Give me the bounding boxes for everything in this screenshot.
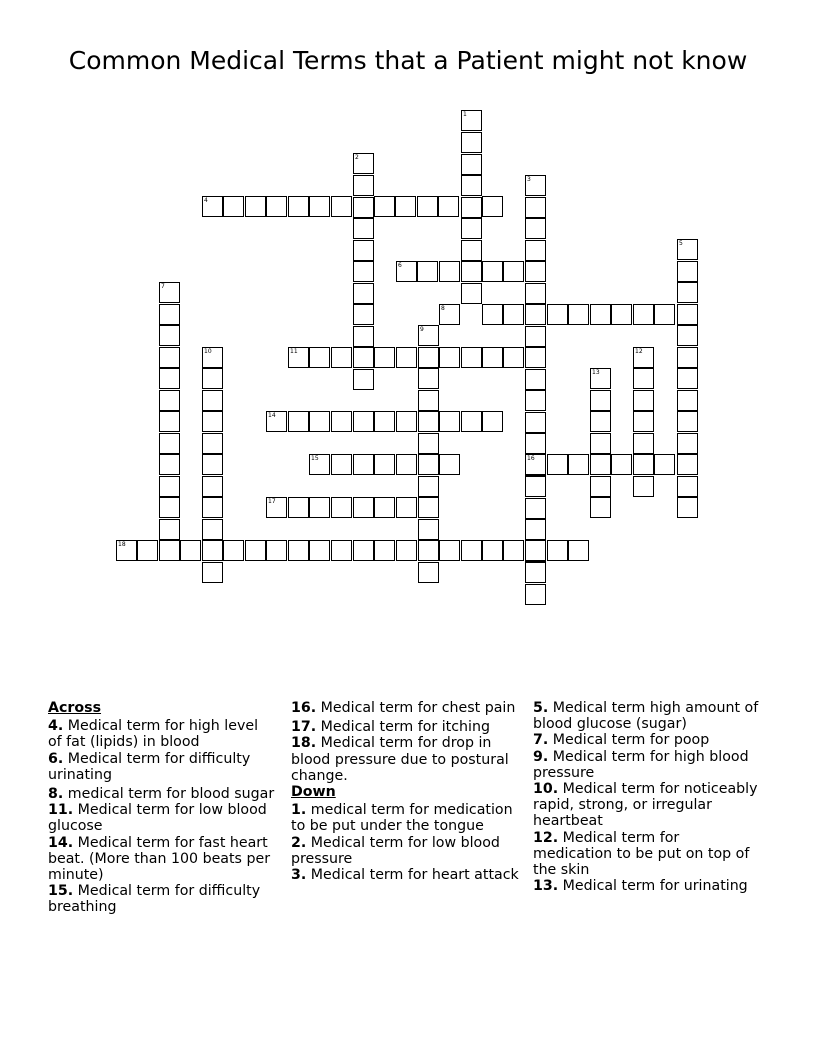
grid-cell[interactable]: [633, 476, 654, 497]
clue-item: [533, 700, 761, 732]
clue-item: [291, 735, 523, 784]
grid-cell[interactable]: [525, 433, 546, 454]
grid-cell[interactable]: [461, 132, 482, 153]
grid-cell[interactable]: [417, 196, 438, 217]
grid-cell[interactable]: [353, 454, 374, 475]
grid-cell[interactable]: [353, 540, 374, 561]
grid-cell[interactable]: [525, 197, 546, 218]
grid-cell[interactable]: [590, 476, 611, 497]
grid-cell[interactable]: [266, 196, 287, 217]
grid-cell[interactable]: [677, 454, 698, 475]
clue-text: Medical term for urinating: [558, 878, 748, 895]
grid-cell[interactable]: [202, 368, 223, 389]
grid-cell[interactable]: [525, 326, 546, 347]
clue-item: [48, 883, 276, 915]
grid-cell[interactable]: [633, 433, 654, 454]
grid-cell[interactable]: [525, 562, 546, 583]
grid-cell[interactable]: [202, 454, 223, 475]
grid-cell[interactable]: [266, 540, 287, 561]
grid-cell[interactable]: [396, 411, 417, 432]
grid-cell[interactable]: [353, 347, 374, 368]
grid-cell[interactable]: [525, 540, 546, 561]
clue-column-2: [291, 700, 523, 883]
grid-cell[interactable]: [568, 540, 589, 561]
grid-cell-12[interactable]: [633, 347, 654, 368]
grid-cell[interactable]: [525, 218, 546, 239]
grid-cell[interactable]: [590, 454, 611, 475]
grid-cell[interactable]: [461, 175, 482, 196]
grid-cell-3[interactable]: [525, 175, 546, 196]
grid-cell[interactable]: [353, 369, 374, 390]
page-title: Common Medical Terms that a Patient might not know: [68, 46, 748, 75]
grid-cell[interactable]: [590, 411, 611, 432]
clue-number-label: 8: [441, 305, 445, 312]
clue-number-label: 13: [592, 369, 600, 376]
grid-cell-8[interactable]: [439, 304, 460, 325]
grid-cell[interactable]: [159, 433, 180, 454]
grid-cell[interactable]: [353, 411, 374, 432]
grid-cell[interactable]: [309, 540, 330, 561]
grid-cell[interactable]: [223, 196, 244, 217]
clue-text: Medical term high amount of blood glucose (sugar): [533, 700, 759, 733]
clue-item: [48, 835, 276, 884]
clue-number: 12.: [533, 829, 559, 846]
grid-cell[interactable]: [374, 454, 395, 475]
grid-cell[interactable]: [482, 347, 503, 368]
clue-text: Medical term for noticeably rapid, strong, or irregular heartbeat: [533, 781, 758, 830]
clue-text: Medical term for low blood glucose: [48, 802, 267, 835]
grid-cell[interactable]: [633, 411, 654, 432]
clue-item: [291, 802, 523, 834]
grid-cell[interactable]: [396, 497, 417, 518]
grid-cell[interactable]: [374, 347, 395, 368]
grid-cell-17[interactable]: [266, 497, 287, 518]
clue-number-label: 15: [311, 455, 319, 462]
clue-number: 7.: [533, 732, 549, 749]
grid-cell[interactable]: [525, 519, 546, 540]
grid-cell[interactable]: [439, 454, 460, 475]
grid-cell[interactable]: [202, 390, 223, 411]
grid-cell[interactable]: [309, 196, 330, 217]
grid-cell[interactable]: [418, 540, 439, 561]
grid-cell[interactable]: [611, 454, 632, 475]
grid-cell[interactable]: [438, 196, 459, 217]
grid-cell-9[interactable]: [418, 325, 439, 346]
clue-text: Medical term for poop: [548, 732, 710, 749]
clue-text: Medical term for medication to be put on top of the skin: [533, 829, 750, 879]
grid-cell[interactable]: [396, 347, 417, 368]
grid-cell[interactable]: [374, 411, 395, 432]
clue-number: 10.: [533, 781, 559, 798]
grid-cell[interactable]: [525, 261, 546, 282]
grid-cell[interactable]: [374, 196, 395, 217]
grid-cell[interactable]: [418, 390, 439, 411]
grid-cell[interactable]: [590, 304, 611, 325]
grid-cell[interactable]: [461, 218, 482, 239]
grid-cell[interactable]: [525, 390, 546, 411]
grid-cell[interactable]: [568, 454, 589, 475]
grid-cell[interactable]: [288, 411, 309, 432]
grid-cell[interactable]: [418, 411, 439, 432]
clue-text: Medical term for high blood pressure: [533, 748, 749, 781]
clue-item: [291, 700, 523, 716]
grid-cell[interactable]: [590, 390, 611, 411]
clue-number: 2.: [291, 834, 307, 851]
grid-cell[interactable]: [159, 368, 180, 389]
grid-cell[interactable]: [374, 540, 395, 561]
grid-cell[interactable]: [331, 196, 352, 217]
grid-cell[interactable]: [159, 325, 180, 346]
grid-cell[interactable]: [159, 411, 180, 432]
grid-cell[interactable]: [525, 347, 546, 368]
grid-cell[interactable]: [677, 261, 698, 282]
grid-cell[interactable]: [159, 540, 180, 561]
grid-cell[interactable]: [461, 154, 482, 175]
grid-cell[interactable]: [439, 411, 460, 432]
clue-text: medical term for blood sugar: [63, 786, 275, 803]
clue-number-label: 10: [204, 348, 212, 355]
clue-number-label: 17: [268, 498, 276, 505]
grid-cell[interactable]: [654, 304, 675, 325]
clue-number: 6.: [48, 750, 64, 767]
grid-cell[interactable]: [180, 540, 201, 561]
grid-cell[interactable]: [461, 411, 482, 432]
grid-cell[interactable]: [482, 540, 503, 561]
grid-cell[interactable]: [461, 240, 482, 261]
grid-cell[interactable]: [677, 390, 698, 411]
clue-item: [48, 751, 276, 783]
grid-cell[interactable]: [159, 454, 180, 475]
clue-item: [291, 835, 523, 867]
grid-cell[interactable]: [482, 196, 503, 217]
grid-cell[interactable]: [677, 433, 698, 454]
clue-number: 3.: [291, 867, 307, 884]
grid-cell-16[interactable]: [525, 454, 546, 475]
grid-cell[interactable]: [418, 519, 439, 540]
grid-cell[interactable]: [331, 540, 352, 561]
grid-cell[interactable]: [309, 497, 330, 518]
grid-cell[interactable]: [633, 368, 654, 389]
clue-number-label: 9: [420, 326, 424, 333]
grid-cell[interactable]: [525, 304, 546, 325]
grid-cell[interactable]: [677, 282, 698, 303]
clue-text: Medical term for fast heart beat. (More than 100 beats per minute): [48, 834, 271, 884]
clue-number: 9.: [533, 748, 549, 765]
grid-cell-13[interactable]: [590, 368, 611, 389]
grid-cell[interactable]: [482, 261, 503, 282]
grid-cell[interactable]: [677, 368, 698, 389]
grid-cell[interactable]: [677, 497, 698, 518]
grid-cell[interactable]: [159, 347, 180, 368]
grid-cell[interactable]: [353, 326, 374, 347]
grid-cell-4[interactable]: [202, 196, 223, 217]
clue-text: Medical term for heart attack: [306, 867, 519, 884]
grid-cell[interactable]: [568, 304, 589, 325]
grid-cell[interactable]: [418, 347, 439, 368]
clue-item: [533, 878, 761, 894]
grid-cell[interactable]: [396, 540, 417, 561]
grid-cell[interactable]: [159, 390, 180, 411]
grid-cell[interactable]: [353, 218, 374, 239]
grid-cell[interactable]: [677, 325, 698, 346]
grid-cell[interactable]: [525, 584, 546, 605]
grid-cell-1[interactable]: [461, 110, 482, 131]
clue-text: Medical term for low blood pressure: [291, 834, 500, 867]
grid-cell[interactable]: [503, 540, 524, 561]
clue-item: [291, 719, 523, 735]
clue-number-label: 16: [527, 455, 535, 462]
grid-cell[interactable]: [503, 304, 524, 325]
grid-cell[interactable]: [461, 197, 482, 218]
grid-cell[interactable]: [159, 497, 180, 518]
grid-cell[interactable]: [202, 433, 223, 454]
grid-cell[interactable]: [439, 261, 460, 282]
grid-cell[interactable]: [418, 497, 439, 518]
grid-cell[interactable]: [159, 304, 180, 325]
grid-cell-6[interactable]: [396, 261, 417, 282]
grid-cell-5[interactable]: [677, 239, 698, 260]
grid-cell-7[interactable]: [159, 282, 180, 303]
clue-text: Medical term for drop in blood pressure due to postural change.: [291, 735, 509, 784]
grid-cell[interactable]: [395, 196, 416, 217]
grid-cell[interactable]: [525, 476, 546, 497]
grid-cell[interactable]: [288, 497, 309, 518]
grid-cell[interactable]: [331, 411, 352, 432]
grid-cell[interactable]: [353, 175, 374, 196]
clue-text: Medical term for high level of fat (lipids) in blood: [48, 718, 259, 751]
grid-cell-10[interactable]: [202, 347, 223, 368]
grid-cell[interactable]: [137, 540, 158, 561]
grid-cell[interactable]: [353, 261, 374, 282]
clue-number-label: 18: [118, 541, 126, 548]
grid-cell[interactable]: [202, 540, 223, 561]
grid-cell-18[interactable]: [116, 540, 137, 561]
grid-cell[interactable]: [677, 476, 698, 497]
grid-cell[interactable]: [461, 261, 482, 282]
grid-cell[interactable]: [202, 562, 223, 583]
grid-cell[interactable]: [525, 283, 546, 304]
clue-number: 8.: [48, 786, 64, 803]
grid-cell[interactable]: [331, 454, 352, 475]
clue-number-label: 6: [398, 262, 402, 269]
clue-text: medical term for medication to be put under the tongue: [291, 802, 513, 835]
grid-cell[interactable]: [309, 347, 330, 368]
grid-cell[interactable]: [590, 433, 611, 454]
clue-number: 17.: [291, 719, 317, 736]
grid-cell[interactable]: [461, 347, 482, 368]
grid-cell[interactable]: [654, 454, 675, 475]
grid-cell[interactable]: [547, 304, 568, 325]
grid-cell[interactable]: [417, 261, 438, 282]
grid-cell[interactable]: [202, 519, 223, 540]
clue-column-3: [533, 700, 761, 894]
grid-cell[interactable]: [353, 304, 374, 325]
grid-cell[interactable]: [202, 497, 223, 518]
clue-number: 15.: [48, 883, 74, 900]
grid-cell[interactable]: [633, 304, 654, 325]
grid-cell-14[interactable]: [266, 411, 287, 432]
grid-cell[interactable]: [525, 369, 546, 390]
clue-number-label: 7: [161, 283, 165, 290]
grid-cell[interactable]: [245, 540, 266, 561]
grid-cell[interactable]: [547, 454, 568, 475]
clue-item: [533, 830, 761, 879]
grid-cell-15[interactable]: [309, 454, 330, 475]
grid-cell[interactable]: [439, 347, 460, 368]
clue-number-label: 4: [204, 197, 208, 204]
grid-cell[interactable]: [418, 476, 439, 497]
grid-cell[interactable]: [525, 240, 546, 261]
section-heading: Down: [291, 784, 336, 801]
grid-cell[interactable]: [159, 476, 180, 497]
clue-text: Medical term for chest pain: [316, 700, 516, 716]
grid-cell[interactable]: [418, 454, 439, 475]
grid-cell[interactable]: [503, 261, 524, 282]
grid-cell-2[interactable]: [353, 153, 374, 174]
grid-cell[interactable]: [396, 454, 417, 475]
grid-cell[interactable]: [353, 283, 374, 304]
grid-cell[interactable]: [633, 454, 654, 475]
clue-item: [533, 781, 761, 830]
grid-cell[interactable]: [353, 240, 374, 261]
grid-cell[interactable]: [159, 519, 180, 540]
grid-cell[interactable]: [331, 347, 352, 368]
clue-number: 11.: [48, 802, 74, 819]
grid-cell[interactable]: [677, 347, 698, 368]
clue-item: [533, 732, 761, 748]
clue-text: Medical term for difficulty urinating: [48, 750, 251, 783]
section-heading: Across: [48, 700, 102, 716]
grid-cell[interactable]: [418, 368, 439, 389]
clue-number-label: 1: [463, 111, 467, 118]
grid-cell[interactable]: [418, 433, 439, 454]
clue-number: 14.: [48, 834, 74, 851]
grid-cell[interactable]: [288, 540, 309, 561]
grid-cell-11[interactable]: [288, 347, 309, 368]
grid-cell[interactable]: [202, 411, 223, 432]
clue-number: 13.: [533, 878, 559, 895]
grid-cell[interactable]: [245, 196, 266, 217]
grid-cell[interactable]: [223, 540, 244, 561]
clue-number: 18.: [291, 735, 317, 752]
grid-cell[interactable]: [461, 283, 482, 304]
clue-column-1: [48, 700, 276, 916]
clue-item: [291, 867, 523, 883]
clue-item: [48, 718, 276, 750]
clue-number: 1.: [291, 802, 307, 819]
grid-cell[interactable]: [677, 411, 698, 432]
grid-cell[interactable]: [503, 347, 524, 368]
grid-cell[interactable]: [439, 540, 460, 561]
clue-number-label: 11: [290, 348, 298, 355]
clue-item: [48, 786, 276, 802]
clue-item: [48, 802, 276, 834]
clue-text: Medical term for difficulty breathing: [48, 883, 261, 916]
clue-number: 4.: [48, 718, 64, 735]
grid-cell[interactable]: [482, 411, 503, 432]
clue-number: 5.: [533, 700, 549, 716]
clue-number-label: 5: [679, 240, 683, 247]
grid-cell[interactable]: [590, 497, 611, 518]
clue-number-label: 3: [527, 176, 531, 183]
grid-cell[interactable]: [547, 540, 568, 561]
grid-cell[interactable]: [611, 304, 632, 325]
grid-cell[interactable]: [633, 390, 654, 411]
grid-cell[interactable]: [525, 412, 546, 433]
grid-cell[interactable]: [461, 540, 482, 561]
clue-item: [533, 749, 761, 781]
grid-cell[interactable]: [331, 497, 352, 518]
grid-cell[interactable]: [353, 197, 374, 218]
grid-cell[interactable]: [374, 497, 395, 518]
grid-cell[interactable]: [288, 196, 309, 217]
grid-cell[interactable]: [525, 498, 546, 519]
grid-cell[interactable]: [353, 497, 374, 518]
clue-number-label: 14: [268, 412, 276, 419]
grid-cell[interactable]: [202, 476, 223, 497]
grid-cell[interactable]: [677, 304, 698, 325]
grid-cell[interactable]: [482, 304, 503, 325]
clue-number: 16.: [291, 700, 317, 716]
grid-cell[interactable]: [418, 562, 439, 583]
clue-text: Medical term for itching: [316, 719, 490, 736]
grid-cell[interactable]: [309, 411, 330, 432]
clue-number-label: 12: [635, 348, 643, 355]
clue-number-label: 2: [355, 154, 359, 161]
